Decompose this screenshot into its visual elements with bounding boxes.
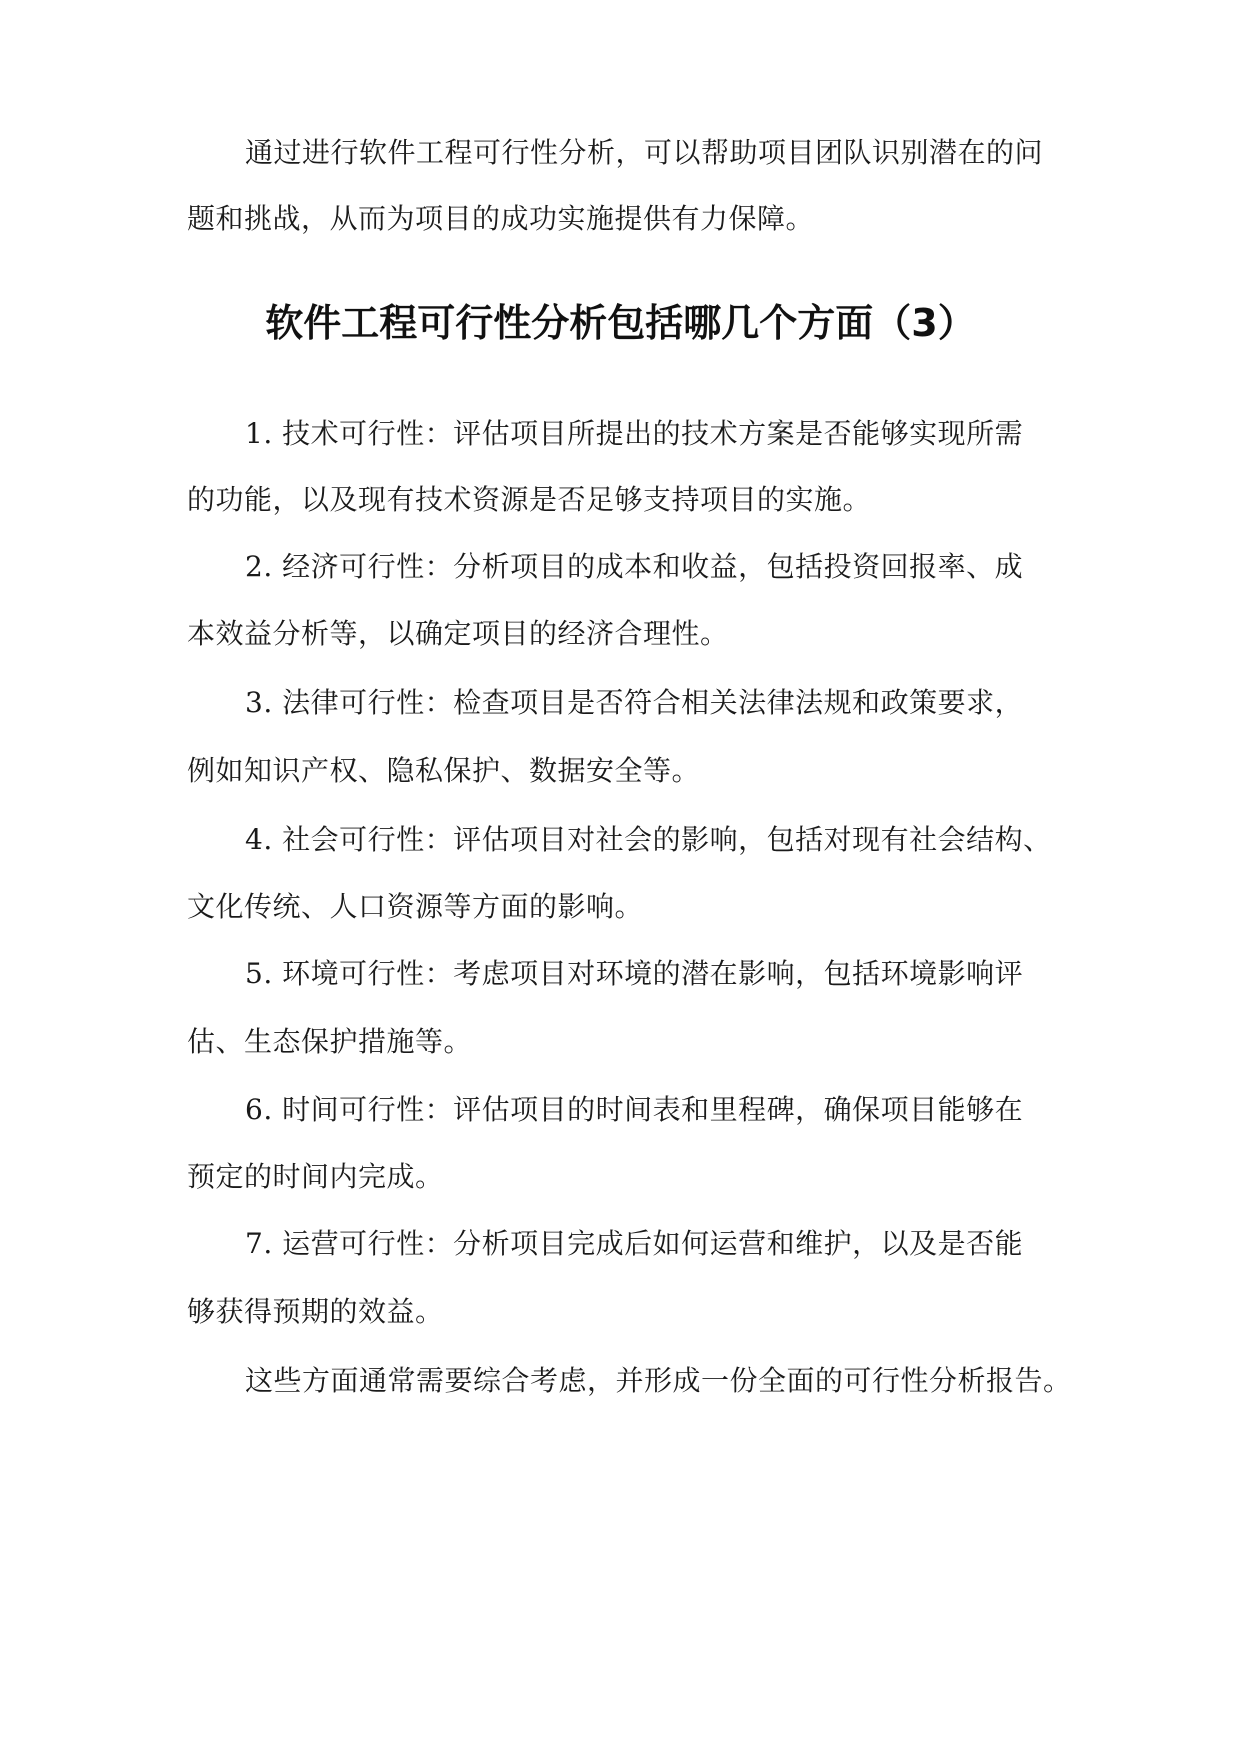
item-7-line-2: 够获得预期的效益。 [187, 1295, 444, 1328]
intro-line-2: 题和挑战，从而为项目的成功实施提供有力保障。 [187, 202, 815, 235]
item-6-line-1: 6. 时间可行性：评估项目的时间表和里程碑，确保项目能够在 [245, 1093, 1024, 1126]
item-5-line-2: 估、生态保护措施等。 [187, 1025, 473, 1058]
conclusion-line: 这些方面通常需要综合考虑，并形成一份全面的可行性分析报告。 [245, 1364, 1072, 1397]
item-1-line-2: 的功能，以及现有技术资源是否足够支持项目的实施。 [187, 483, 872, 516]
item-3-line-2: 例如知识产权、隐私保护、数据安全等。 [187, 754, 701, 787]
section-heading: 软件工程可行性分析包括哪几个方面（3） [265, 301, 976, 345]
item-5-line-1: 5. 环境可行性：考虑项目对环境的潜在影响，包括环境影响评 [245, 957, 1024, 990]
item-1-line-1: 1. 技术可行性：评估项目所提出的技术方案是否能够实现所需 [245, 417, 1024, 450]
item-4-line-2: 文化传统、人口资源等方面的影响。 [187, 890, 644, 923]
item-4-line-1: 4. 社会可行性：评估项目对社会的影响，包括对现有社会结构、 [245, 823, 1052, 856]
intro-line-1: 通过进行软件工程可行性分析，可以帮助项目团队识别潜在的问 [245, 136, 1044, 169]
item-7-line-1: 7. 运营可行性：分析项目完成后如何运营和维护，以及是否能 [245, 1227, 1024, 1260]
item-2-line-1: 2. 经济可行性：分析项目的成本和收益，包括投资回报率、成 [245, 550, 1024, 583]
item-2-line-2: 本效益分析等，以确定项目的经济合理性。 [187, 617, 729, 650]
item-6-line-2: 预定的时间内完成。 [187, 1160, 444, 1193]
item-3-line-1: 3. 法律可行性：检查项目是否符合相关法律法规和政策要求， [245, 686, 1024, 719]
